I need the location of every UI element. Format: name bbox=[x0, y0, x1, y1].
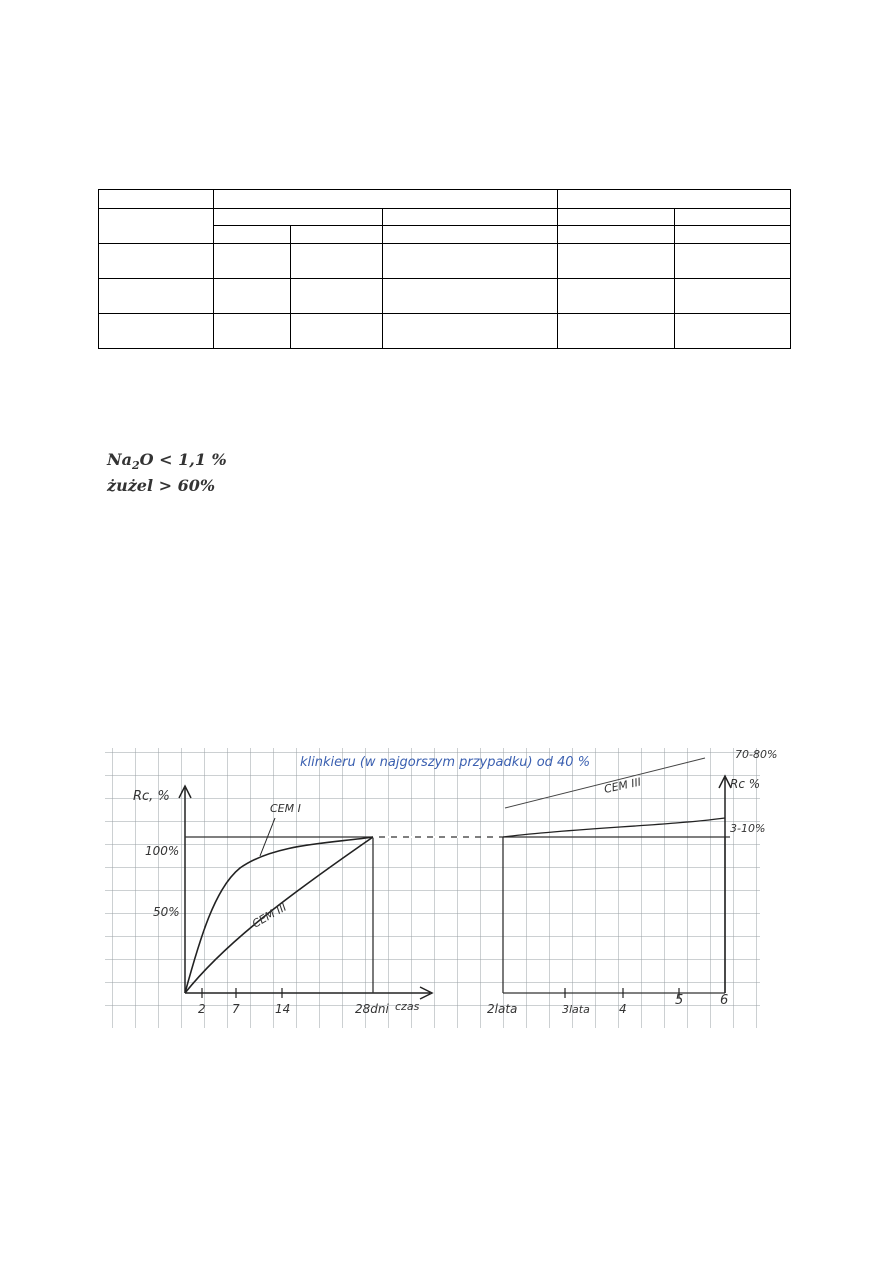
label-50: 50% bbox=[153, 905, 180, 919]
table-cell bbox=[675, 314, 791, 349]
table-cell bbox=[383, 244, 558, 279]
table-cell bbox=[291, 226, 383, 244]
table-cell bbox=[99, 190, 214, 209]
table-cell bbox=[675, 209, 791, 226]
table-cell bbox=[558, 190, 791, 209]
table-cell bbox=[383, 279, 558, 314]
tick-28dni: 28dni bbox=[355, 1002, 389, 1016]
table-cell bbox=[558, 279, 675, 314]
table-cell bbox=[383, 314, 558, 349]
tick-2: 2 bbox=[198, 1002, 206, 1016]
tick-3lata: 3lata bbox=[562, 1003, 590, 1016]
label-right-top: 70-80% bbox=[735, 748, 778, 761]
table-cell bbox=[99, 209, 214, 244]
label-cem1: CEM I bbox=[270, 802, 301, 815]
label-right-small: 3-10% bbox=[730, 822, 766, 835]
table-cell bbox=[291, 314, 383, 349]
formula-block bbox=[107, 450, 227, 496]
hand-drawn-sketch bbox=[105, 748, 778, 1028]
y-axis-right-label: Rc % bbox=[730, 777, 761, 791]
table-cell bbox=[291, 279, 383, 314]
table-cell bbox=[558, 209, 675, 226]
table-cell bbox=[214, 279, 291, 314]
tick-6: 6 bbox=[720, 993, 729, 1008]
table-cell bbox=[214, 190, 558, 209]
formula-na2o: $Na_2O < 1,1$ % bbox=[107, 450, 227, 473]
table-cell bbox=[675, 226, 791, 244]
tick-5: 5 bbox=[675, 993, 684, 1008]
label-cem3-right: CEM III bbox=[602, 775, 643, 796]
label-cem3-left: CEM III bbox=[250, 900, 289, 931]
tick-14: 14 bbox=[275, 1002, 291, 1016]
table-cell bbox=[214, 314, 291, 349]
empty-table bbox=[98, 189, 791, 349]
table-cell bbox=[214, 226, 291, 244]
tick-7: 7 bbox=[232, 1002, 240, 1016]
table-cell bbox=[558, 314, 675, 349]
table-cell bbox=[383, 226, 558, 244]
table-cell bbox=[383, 209, 558, 226]
table-cell bbox=[214, 244, 291, 279]
table-cell bbox=[214, 209, 383, 226]
label-100: 100% bbox=[145, 844, 180, 858]
tick-4: 4 bbox=[619, 1002, 627, 1016]
table-cell bbox=[99, 244, 214, 279]
graph-paper-grid bbox=[105, 748, 760, 1028]
table-cell bbox=[558, 226, 675, 244]
x-axis-label: czas bbox=[395, 1000, 420, 1013]
tick-2lata: 2lata bbox=[487, 1002, 518, 1016]
top-note: klinkieru (w najgorszym przypadku) od 40 % bbox=[300, 755, 591, 770]
table-cell bbox=[99, 314, 214, 349]
table-cell bbox=[675, 244, 791, 279]
table-cell bbox=[558, 244, 675, 279]
table-cell bbox=[291, 244, 383, 279]
table-cell bbox=[99, 279, 214, 314]
table-cell bbox=[675, 279, 791, 314]
y-axis-label: Rc, % bbox=[133, 789, 170, 804]
formula-slag: żużel > 60% bbox=[107, 476, 216, 496]
